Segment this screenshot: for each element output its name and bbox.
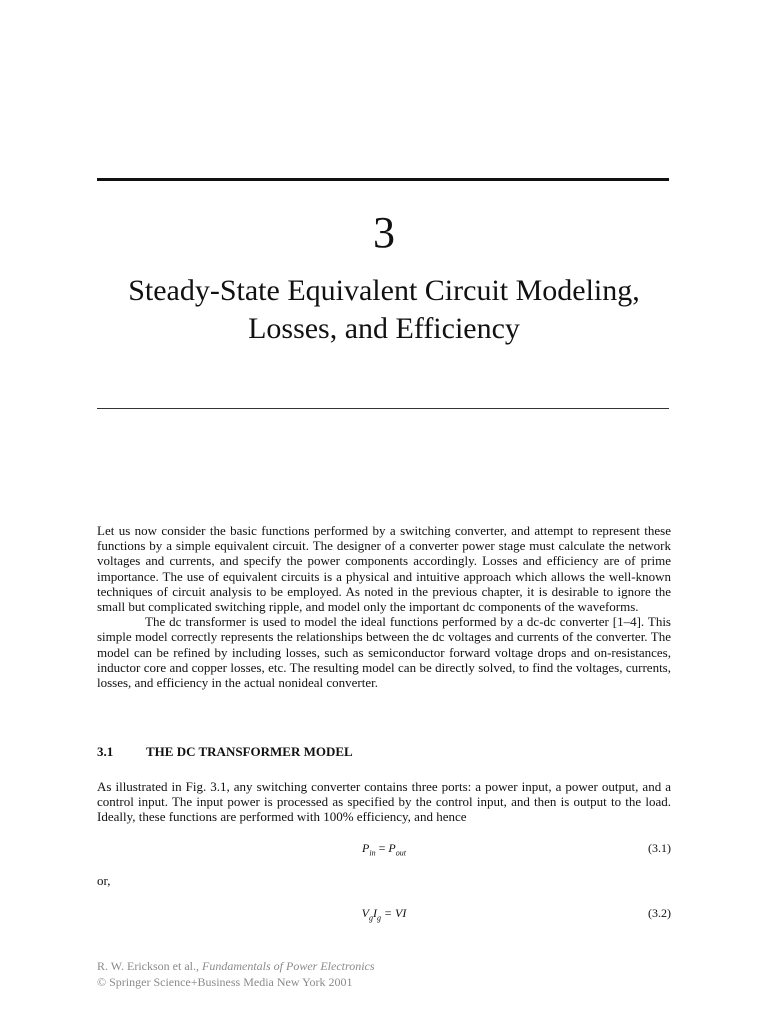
chapter-bottom-rule: [97, 408, 669, 409]
equation-3-2-number: (3.2): [648, 906, 671, 920]
chapter-title-line-1: Steady-State Equivalent Circuit Modeling,: [128, 274, 640, 307]
intro-paragraph-1: Let us now consider the basic functions performed by a switching converter, and attempt to represent these functions by a simple equivalent circuit. The designer of a converter power stage must calculate the network voltages and currents, and specify the power components accordingly. Losses and efficiency are of prime importance. The use of equivalent circuits is a physical and intuitive approach which allows the well-known techniques of circuit analysis to be employed. As noted in the previous chapter, it is desirable to ignore the small but complicated switching ripple, and model only the important dc components of the waveforms.: [97, 523, 671, 615]
intro-paragraph-2: The dc transformer is used to model the ideal functions performed by a dc-dc converter [1–4]. This simple model correctly represents the relationships between the dc voltages and currents of the converter. The model can be refined by including losses, such as semiconductor forward voltage drops and on-resistances, inductor core and copper losses, etc. The resulting model can be directly solved, to find the voltages, currents, losses, and efficiency in the actual nonideal converter.: [97, 614, 671, 691]
chapter-title: [60, 272, 708, 348]
footer-citation: R. W. Erickson et al., Fundamentals of Power Electronics: [97, 959, 375, 973]
chapter-number: 3: [373, 208, 395, 257]
section-heading: [97, 744, 353, 760]
section-title: THE DC TRANSFORMER MODEL: [146, 744, 353, 759]
chapter-title-line-2: Losses, and Efficiency: [248, 312, 520, 345]
footer-copyright: © Springer Science+Business Media New York 2001: [97, 974, 353, 989]
section-number: 3.1: [97, 744, 114, 759]
intro-text: [97, 523, 671, 690]
chapter-top-rule: [97, 178, 669, 181]
equation-3-2-expression: $V_gI_g$ = VI: [361, 906, 407, 923]
copyright-footer: [97, 959, 375, 990]
section-body: As illustrated in Fig. 3.1, any switching converter contains three ports: a power input, a power output, and a control input. The input power is processed as specified by the control input, and then is output to the load. Ideally, these functions are performed with 100% efficiency, and hence: [97, 779, 671, 825]
or-text: or,: [97, 873, 111, 888]
equation-3-1-expression: $P_{in} = P_{out}$: [362, 841, 406, 858]
equation-3-1-number: (3.1): [648, 841, 671, 855]
footer-book-title: Fundamentals of Power Electronics: [202, 959, 375, 973]
